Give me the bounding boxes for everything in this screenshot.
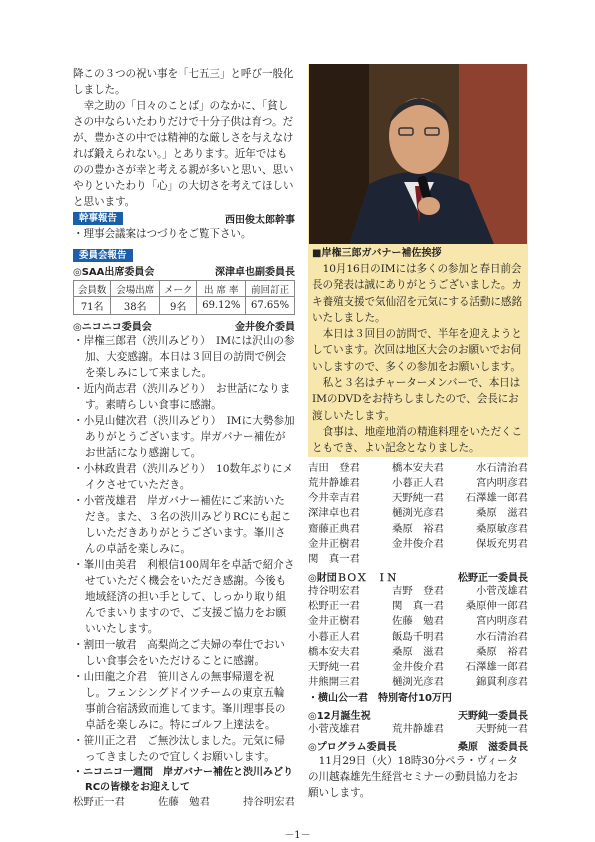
niko-item: ・岸権三郎君（渋川みどり） IMには沢山の参加、大変感謝。本日は３回目の訪問で例会を楽しみにして来ました。 (73, 335, 295, 379)
greeting-paragraph: 10月16日のIMには多くの参加と春日前会長の発表は誠にありがとうございました。カキ養殖支援で気仙沼を元気にする活動に感銘いたしました。 (312, 263, 522, 324)
member-name: 齋藤正典君 (308, 522, 360, 535)
box-title: ◎財団ＢＯＸ ＩＮ (308, 572, 397, 584)
names-row (308, 476, 528, 491)
member-name (455, 552, 528, 567)
names-row (308, 552, 528, 567)
greeting-text (308, 261, 528, 457)
names-row (308, 537, 528, 552)
saa-title: ◎SAA出席委員会 (73, 267, 155, 278)
names-row (308, 660, 528, 675)
committee-label: 委員会報告 (73, 249, 133, 262)
program-title: ◎プログラム委員長 (308, 742, 397, 754)
member-name: 桑原 滋君 (392, 645, 444, 658)
names-row (308, 645, 528, 660)
member-name: 今井幸吉君 (308, 492, 360, 505)
names-row (308, 461, 528, 476)
table-header: 出 席 率 (197, 281, 246, 297)
member-name: 宮内明彦君 (476, 476, 528, 489)
table-header: 会員数 (74, 281, 111, 297)
names-row (308, 506, 528, 521)
member-name: 小菅茂雄君 (476, 584, 528, 597)
box-header (308, 569, 528, 584)
member-name: 桑原敏彦君 (476, 522, 528, 535)
greeting-paragraph: 食事は、地産地消の精進料理をいただくこともでき、よい記念となりました。 (312, 425, 522, 455)
attendance-table (73, 280, 295, 315)
names-row (308, 599, 528, 614)
niko-item: ・山田龍之介君 笹川さんの無事帰還を祝し。フェンシングドイツチームの東京五輪事前合宿誘致而進してます。峯川理事長の卓話を楽しみに。特にゴルフ上達法を。 (73, 671, 286, 731)
member-name: 水石清治君 (476, 461, 528, 474)
names-list-a (308, 461, 528, 568)
saa-name: 深津卓也副委員長 (215, 267, 295, 278)
member-name: 金井正樹君 (308, 538, 360, 551)
greeting-box (308, 64, 528, 457)
member-name: 樋渕光彦君 (392, 507, 444, 520)
member-name: 松野正一君 (308, 599, 360, 612)
member-name: 井熊開三君 (308, 676, 360, 689)
table-header: 前回訂正 (246, 281, 295, 297)
member-name: 吉田 登君 (308, 461, 360, 474)
member-name: 橋本安夫君 (308, 645, 360, 658)
page-number: －1－ (284, 830, 311, 841)
member-name: 桑原伸一郎君 (465, 599, 528, 612)
table-cell: 38名 (111, 297, 160, 315)
niko-name: 金井俊介委員 (235, 322, 295, 333)
speaker-photo (309, 64, 527, 244)
member-name: 水石清治君 (476, 630, 528, 643)
photo-caption: ■岸権三郎ガバナー補佐挨拶 (312, 248, 442, 259)
birthday-header (308, 707, 528, 722)
member-name: 保坂充男君 (476, 538, 528, 551)
niko-item: ・近内尚志君（渋川みどり） お世話になります。素晴らしい食事に感謝。 (73, 383, 291, 411)
table-cell: 71名 (74, 297, 111, 315)
member-name: 吉野 登君 (392, 584, 444, 597)
secretary-text: ・理事会議案はつづりをご覧下さい。 (73, 228, 252, 240)
member-name: 石澤雄一郎君 (465, 661, 528, 674)
greeting-paragraph: 本日は３回目の訪問で、半年を迎えようとしています。次回は地区大会のお願いでお伺いしますので、多くの参加をお願いします。 (312, 328, 522, 373)
program-text: 11月29日（火）18時30分ペラ・ヴィータの川越森雄先生経営セミナーの動員協力をお願いします。 (308, 755, 518, 800)
table-header: 会場出席 (111, 281, 160, 297)
niko-item: ・小見山健次君（渋川みどり） IMに大勢参加ありがとうございます。岸ガバナー補佐がお世話になり感謝して。 (73, 415, 295, 459)
right-column (308, 64, 528, 801)
special-donation: ・横山公一君 特別寄付10万円 (308, 692, 452, 704)
birthday-title: ◎12月誕生祝 (308, 710, 371, 722)
member-name: 天野純一君 (392, 492, 444, 505)
box-name: 松野正一委員長 (458, 572, 528, 584)
member-name: 関 真一君 (392, 599, 444, 612)
table-cell: 67.65% (246, 297, 295, 315)
table-header: メーク (160, 281, 197, 297)
member-name: 天野純一君 (476, 722, 528, 735)
member-name: 荒井静雄君 (308, 476, 360, 489)
member-name: 松野正一君 (73, 796, 125, 808)
secretary-label: 幹事報告 (73, 212, 123, 225)
greeting-paragraph: 私と３名はチャーターメンバーで、本日はIMのDVDをお持ちしましたので、会長にお渡しいたします。 (312, 377, 521, 422)
niko-header (73, 318, 295, 333)
member-name (381, 552, 454, 567)
member-name: 佐藤 勉君 (158, 796, 210, 808)
names-row (308, 491, 528, 506)
niko-item: ・小菅茂雄君 岸ガバナー補佐にご来訪いただき。また、３名の渋川みどりRCにも起こしいただきありがとうございます。峯川さんの卓話を楽しみに。 (73, 495, 292, 555)
member-name: 橋本安夫君 (392, 461, 444, 474)
speaker-photo-illustration (309, 64, 527, 244)
member-name: 小菅茂雄君 (308, 722, 360, 735)
weekly-names (73, 795, 295, 810)
program-header (308, 738, 528, 753)
birthday-name: 天野純一委員長 (458, 710, 528, 722)
names-row (308, 522, 528, 537)
member-name: 宮内明彦君 (476, 615, 528, 628)
member-name: 深津卓也君 (308, 507, 360, 520)
member-name: 持谷明宏君 (308, 584, 360, 597)
member-name: 小暮正人君 (308, 630, 360, 643)
names-row (308, 675, 528, 690)
names-row (308, 630, 528, 645)
birthday-names (308, 722, 528, 737)
weekly-title: ・ニコニコ一週間 岸ガバナー補佐と渋川みどりRCの皆様をお迎えして (73, 767, 293, 793)
secretary-header (73, 211, 295, 226)
intro-paragraph-1: 降この３つの祝い事を「七五三」と呼び一般化しました。 (73, 68, 294, 96)
niko-item: ・小林政貴君（渋川みどり） 10数年ぶりにメイクさせていただき。 (73, 463, 294, 491)
member-name: 金井俊介君 (392, 538, 444, 551)
names-list-b (308, 584, 528, 691)
table-cell: 69.12% (197, 297, 246, 315)
niko-item: ・峯川由美君 利根信100周年を卓話で紹介させていただく機会をいただき感謝。今後も地域経済の担い手として、しっかり取り組んでまいりますので、ご支援ご協力をお願いいたします。 (73, 559, 295, 635)
member-name: 樋渕光彦君 (392, 676, 444, 689)
niko-title: ◎ニコニコ委員会 (73, 322, 152, 333)
table-cell: 9名 (160, 297, 197, 315)
names-row (308, 584, 528, 599)
member-name: 持谷明宏君 (243, 796, 295, 808)
member-name: 桑原 滋君 (476, 507, 528, 520)
niko-item: ・笹川正之君 ご無沙汰しました。元気に帰ってきましたので宜しくお願いします。 (73, 735, 285, 763)
left-column (73, 66, 295, 810)
member-name: 荒井静雄君 (392, 722, 444, 735)
intro-paragraph-2: 幸之助の「日々のことば」のなかに、「貧しさの中ならいたわりだけで十分子供は育つ。だが、豊かさの中では精神的な厳しさを与えなければ鍛えられない。」とあります。近年ではものの豊かさが幸と考える親が多いと思い、思いやりといたわり「心」の大切さを考えてほしいと思います。 (73, 100, 294, 208)
member-name: 関 真一君 (308, 553, 360, 566)
niko-item: ・割田一敏君 高梨尚之ご夫婦の奉仕でおいしい食事会をいただけることに感謝。 (73, 639, 285, 667)
member-name: 佐藤 勉君 (392, 615, 444, 628)
member-name: 金井俊介君 (392, 661, 444, 674)
member-name: 小暮正人君 (392, 476, 444, 489)
member-name: 石澤雄一郎君 (465, 492, 528, 505)
program-name: 桑原 滋委員長 (458, 742, 528, 754)
secretary-name: 西田俊太郎幹事 (225, 215, 295, 226)
member-name: 飯島千明君 (392, 630, 444, 643)
member-name: 天野純一君 (308, 661, 360, 674)
names-row (308, 614, 528, 629)
member-name: 桑原 裕君 (476, 645, 528, 658)
member-name: 桑原 裕君 (392, 522, 444, 535)
member-name: 錦貫利彦君 (476, 676, 528, 689)
member-name: 金井正樹君 (308, 615, 360, 628)
saa-header (73, 263, 295, 278)
